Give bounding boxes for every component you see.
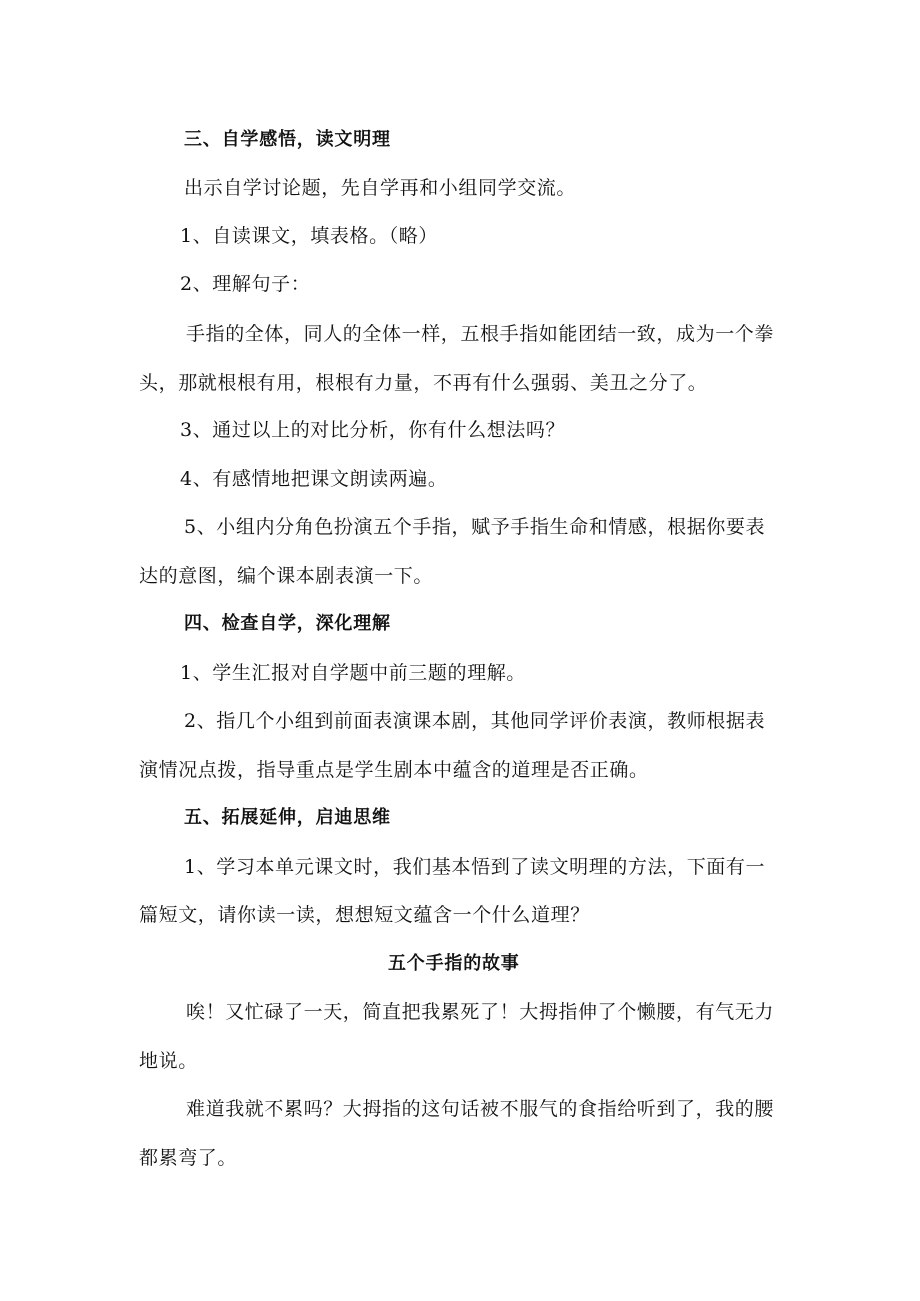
list-item: 1、学生汇报对自学题中前三题的理解。 <box>180 662 526 684</box>
section-heading-4: 四、检查自学，深化理解 <box>184 613 391 634</box>
section-heading-3: 三、自学感悟，读文明理 <box>184 129 391 150</box>
paragraph-line: 出示自学讨论题，先自学再和小组同学交流。 <box>184 177 577 199</box>
list-item: 4、有感情地把课文朗读两遍。 <box>180 468 448 490</box>
list-item: 5、小组内分角色扮演五个手指，赋予手指生命和情感，根据你要表 <box>184 516 766 538</box>
paragraph-line: 达的意图，编个课本剧表演一下。 <box>139 565 434 587</box>
list-item: 2、理解句子： <box>180 273 311 295</box>
list-item: 3、通过以上的对比分析，你有什么想法吗？ <box>180 419 566 441</box>
quote-line: 手指的全体，同人的全体一样，五根手指如能团结一致，成为一个拳 <box>186 323 775 345</box>
list-item: 1、学习本单元课文时，我们基本悟到了读文明理的方法，下面有一 <box>184 856 766 878</box>
story-title: 五个手指的故事 <box>388 953 520 974</box>
list-item: 1、自读课文，填表格。（略） <box>180 225 438 247</box>
quote-line: 头，那就根根有用，根根有力量，不再有什么强弱、美丑之分了。 <box>139 372 708 394</box>
story-line: 都累弯了。 <box>139 1147 238 1169</box>
section-heading-5: 五、拓展延伸，启迪思维 <box>184 807 391 828</box>
story-line: 难道我就不累吗？大拇指的这句话被不服气的食指给听到了，我的腰 <box>186 1098 775 1120</box>
list-item: 2、指几个小组到前面表演课本剧，其他同学评价表演，教师根据表 <box>184 710 766 732</box>
story-line: 唉！又忙碌了一天，简直把我累死了！大拇指伸了个懒腰，有气无力 <box>186 1001 775 1023</box>
paragraph-line: 演情况点拨，指导重点是学生剧本中蕴含的道理是否正确。 <box>139 759 649 781</box>
paragraph-line: 篇短文，请你读一读，想想短文蕴含一个什么道理？ <box>139 904 590 926</box>
story-line: 地说。 <box>139 1050 198 1072</box>
